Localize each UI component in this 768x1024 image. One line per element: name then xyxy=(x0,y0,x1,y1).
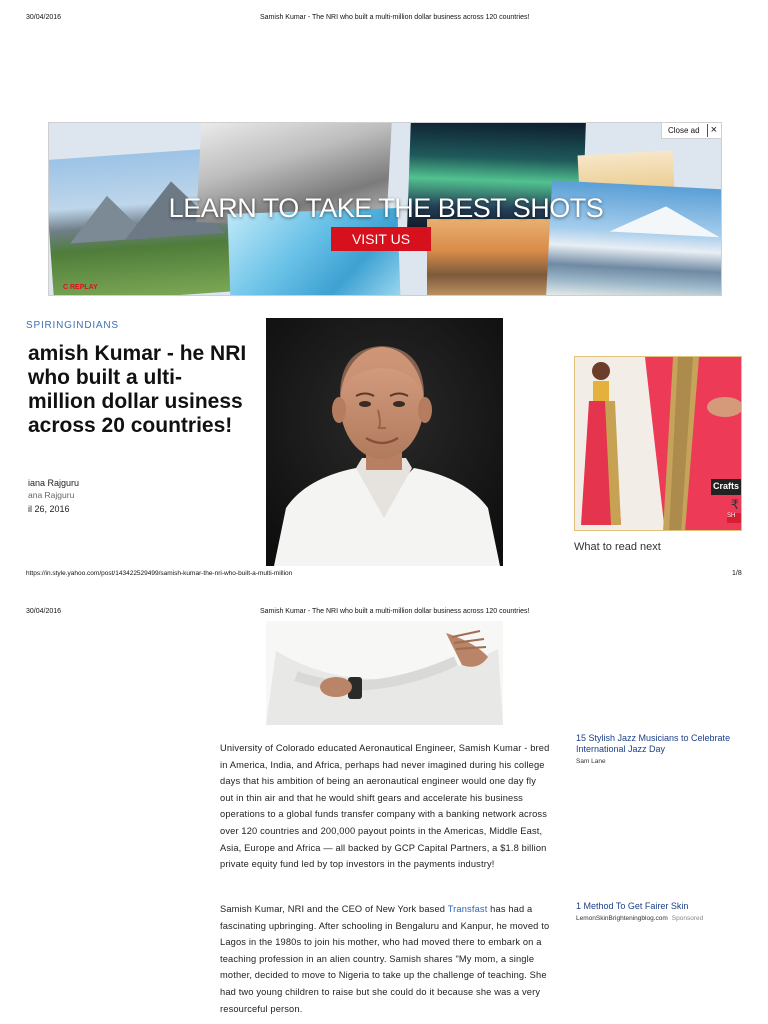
close-ad-button[interactable] xyxy=(661,122,722,139)
ad-brand-label: Crafts xyxy=(711,479,741,495)
side-story-source xyxy=(576,915,746,922)
publish-date: il 26, 2016 xyxy=(28,504,70,514)
article-title: amish Kumar - he NRI who built a ulti-million dollar usiness across 20 countries! xyxy=(28,342,247,437)
side-story-source-name: LemonSkinBrighteningblog.com xyxy=(576,915,668,922)
print-date: 30/04/2016 xyxy=(26,14,62,21)
shop-button[interactable]: SH xyxy=(727,513,741,523)
portrait-photo xyxy=(266,318,503,566)
close-icon[interactable]: × xyxy=(707,124,717,137)
print-title-2: Samish Kumar - The NRI who built a multi-million dollar business across 120 countries! xyxy=(260,608,530,615)
sponsored-label: Sponsored xyxy=(671,915,704,922)
saree-ad[interactable] xyxy=(574,356,742,531)
visit-us-button[interactable]: VISIT US xyxy=(331,227,431,251)
article-paragraph-1: University of Colorado educated Aeronautical Engineer, Samish Kumar - bred in America, India, and Africa, perhaps had never imagined during his college days that his ambition of being an aeronautical engineer would one day fly out in thin air and that he would shift gears and accelerate his business operations to a global funds transfer company with a banking network across over 120 countries and 200,000 payout points in the Americas, Middle East, Asia, Europe and Africa — all backed by GCP Capital Partners, a $1.8 billion private equity fund led by top investors in the payments industry! xyxy=(220,743,550,870)
arms-crossed-photo xyxy=(266,621,503,725)
paragraph-2-text-end: has had a fascinating upbringing. After schooling in Bengaluru and Kanpur, he moved to Lagos in the 1980s to join his mother, who had moved there to embark on a teaching profession in an alien country. Samish shares "My mom, a single mother, decided to move to Nigeria to take up the challenge of teaching. She had two young children to raise but she could do it because she was a very resourceful person. xyxy=(220,904,550,1014)
ad-headline: LEARN TO TAKE THE BEST SHOTS xyxy=(168,193,604,223)
transfast-link[interactable]: Transfast xyxy=(447,904,488,914)
side-story-title[interactable]: 1 Method To Get Fairer Skin xyxy=(576,901,689,911)
article-category[interactable]: SPIRINGINDIANS xyxy=(26,320,119,331)
page-number: 1/8 xyxy=(732,570,742,577)
side-story-source: Sam Lane xyxy=(576,758,606,765)
side-story-1[interactable] xyxy=(576,733,746,765)
article-paragraph-2 xyxy=(220,901,550,1017)
paragraph-2-text-start: Samish Kumar, NRI and the CEO of New York based xyxy=(220,904,448,914)
close-ad-label: Close ad xyxy=(668,126,700,135)
page-url: https://in.style.yahoo.com/post/143422529499/samish-kumar-the-nri-who-built-a-multi-million xyxy=(26,570,293,577)
side-story-2[interactable] xyxy=(576,901,746,922)
side-story-title[interactable]: 15 Stylish Jazz Musicians to Celebrate International Jazz Day xyxy=(576,733,731,754)
what-to-read-next: What to read next xyxy=(574,541,661,553)
rupee-icon: ₹ xyxy=(730,497,739,512)
print-title: Samish Kumar - The NRI who built a multi-million dollar business across 120 countries! xyxy=(260,14,530,21)
author-handle: ana Rajguru xyxy=(28,490,75,500)
ad-banner[interactable] xyxy=(48,122,722,296)
print-date-2: 30/04/2016 xyxy=(26,608,62,615)
author-name[interactable]: iana Rajguru xyxy=(28,478,80,488)
replay-button[interactable]: C REPLAY xyxy=(63,284,98,291)
